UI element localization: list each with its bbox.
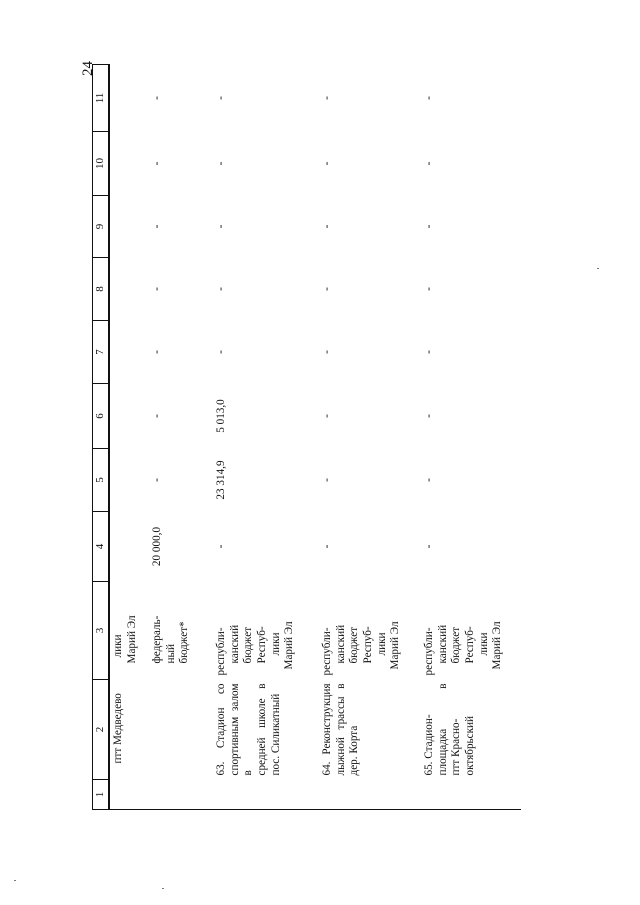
source-line: республи-	[215, 627, 227, 676]
object-name-line: 64. Реконструкция	[321, 683, 333, 776]
column-header: 7	[93, 321, 110, 384]
object-name-cell	[421, 680, 521, 780]
table-row	[109, 65, 149, 810]
source-cell	[421, 582, 521, 680]
source-cell	[319, 582, 421, 680]
value-cell	[109, 449, 149, 512]
source-line: Марий Эл	[283, 621, 296, 670]
value-cell: -	[321, 224, 333, 229]
budget-table	[92, 64, 521, 810]
object-name-line: площадка в	[436, 683, 449, 776]
source-line: бюджет	[348, 626, 361, 664]
scan-speck	[14, 880, 16, 881]
source-line: республи-	[423, 627, 435, 676]
column-header: 11	[93, 65, 110, 132]
value-cell: -	[321, 287, 333, 291]
value-cell: -	[151, 224, 163, 229]
column-header: 10	[93, 132, 110, 196]
row-number-cell	[213, 780, 319, 810]
source-line: бюджет*	[178, 621, 191, 664]
value-cell	[109, 196, 149, 258]
column-header: 3	[93, 582, 110, 680]
scan-speck	[597, 268, 599, 269]
value-cell: -	[151, 350, 163, 354]
value-cell: -	[151, 414, 163, 418]
column-header: 6	[93, 384, 110, 449]
value-cell: -	[321, 544, 333, 549]
object-name-cell	[319, 680, 421, 780]
source-line: бюджет	[242, 626, 255, 664]
object-name-line: спортивным залом в	[228, 683, 255, 776]
value-cell: -	[321, 350, 333, 354]
table-header-row	[93, 65, 110, 810]
table-row	[213, 65, 319, 810]
value-cell: -	[215, 161, 227, 166]
object-name-line: октябрьский	[463, 715, 476, 776]
value-cell: -	[215, 350, 227, 354]
value-cell: -	[321, 414, 333, 418]
source-line: республи-	[321, 627, 333, 676]
value-cell: -	[423, 478, 435, 482]
rotated-table-block	[92, 65, 627, 810]
value-cell: -	[321, 478, 333, 482]
value-cell: 23 314,9	[215, 460, 227, 500]
value-cell	[109, 132, 149, 196]
row-number-cell	[421, 780, 521, 810]
row-number-cell	[319, 780, 421, 810]
source-cell	[213, 582, 319, 680]
column-header: 8	[93, 258, 110, 321]
source-line: лики	[477, 632, 490, 656]
row-number-cell	[109, 780, 149, 810]
value-cell: 5 013,0	[215, 399, 227, 433]
value-cell: -	[151, 287, 163, 291]
value-cell: -	[151, 96, 163, 100]
value-cell: -	[423, 224, 435, 229]
value-cell: -	[151, 161, 163, 166]
table-row	[319, 65, 421, 810]
source-line: бюджет	[450, 626, 463, 664]
value-cell: 20 000,0	[151, 526, 163, 567]
column-header: 5	[93, 449, 110, 512]
source-cell	[149, 582, 213, 680]
column-header: 9	[93, 196, 110, 258]
value-cell: -	[215, 96, 227, 100]
object-name-cell	[149, 680, 213, 780]
scan-speck	[162, 888, 164, 889]
value-cell: -	[423, 350, 435, 354]
row-number-cell	[149, 780, 213, 810]
source-line: Марий Эл	[125, 615, 138, 664]
object-name-line: средней школе в	[255, 683, 268, 776]
source-line: Респуб-	[463, 626, 476, 664]
object-name-line: дер. Корта	[348, 725, 361, 776]
value-cell	[109, 65, 149, 132]
value-cell: -	[423, 96, 435, 100]
value-cell: -	[151, 478, 163, 482]
table-row	[149, 65, 213, 810]
value-cell: -	[423, 544, 435, 549]
source-line: ный	[164, 644, 177, 664]
value-cell: -	[423, 414, 435, 418]
table-row	[421, 65, 521, 810]
object-name-line: птт Медведево	[112, 693, 124, 764]
object-name-cell	[109, 680, 149, 780]
value-cell: -	[215, 224, 227, 229]
source-line: лики	[269, 632, 282, 656]
source-line: Респуб-	[361, 626, 374, 664]
object-name-line: 65. Стадион-	[423, 714, 435, 776]
object-name-line: лыжной трассы в	[334, 683, 347, 776]
source-line: Марий Эл	[389, 621, 402, 670]
value-cell	[109, 512, 149, 582]
value-cell: -	[423, 287, 435, 291]
object-name-cell	[213, 680, 319, 780]
source-cell	[109, 582, 149, 680]
source-line: федераль-	[151, 615, 163, 664]
column-header: 2	[93, 680, 110, 780]
value-cell	[109, 258, 149, 321]
source-line: лики	[375, 632, 388, 656]
page-number: 24	[80, 61, 96, 76]
value-cell: -	[321, 96, 333, 100]
source-line: Респуб-	[255, 626, 268, 664]
object-name-line: пос. Силикатный	[269, 693, 282, 776]
object-name-line: птт Красно-	[450, 718, 463, 776]
value-cell	[109, 384, 149, 449]
value-cell: -	[215, 544, 227, 549]
column-header: 4	[93, 512, 110, 582]
source-line: лики	[112, 634, 124, 658]
source-line: канский	[228, 624, 241, 664]
column-header: 1	[93, 780, 110, 810]
value-cell	[109, 321, 149, 384]
value-cell: -	[215, 287, 227, 291]
source-line: канский	[436, 624, 449, 664]
value-cell: -	[423, 161, 435, 166]
value-cell: -	[321, 161, 333, 166]
object-name-line: 63. Стадион со	[215, 683, 227, 776]
source-line: канский	[334, 624, 347, 664]
source-line: Марий Эл	[491, 621, 504, 670]
